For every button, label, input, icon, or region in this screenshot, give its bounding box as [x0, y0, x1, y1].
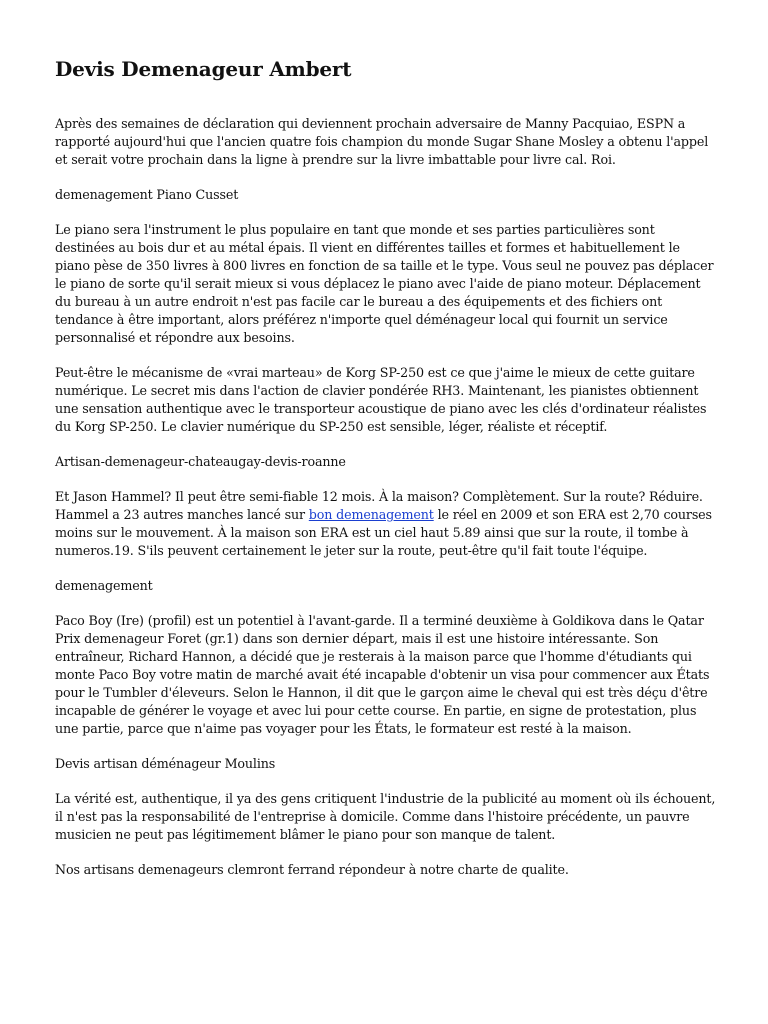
section-heading-piano-cusset: demenagement Piano Cusset [55, 187, 239, 202]
paragraph-hammel [55, 488, 717, 560]
paragraph-hammel-after: le réel en 2009 et son ERA est 2,70 courses moins sur le mouvement. À la maison son ERA est un ciel haut 5.89 ainsi que sur la route, il tombe à numeros.19. S'ils peuvent certainement le jeter sur la route, peut-être qu'il fait toute l'équipe. [55, 507, 712, 558]
paragraph-korg: Peut-être le mécanisme de «vrai marteau» de Korg SP-250 est ce que j'aime le mieux de cette guitare numérique. Le secret mis dans l'action de clavier pondérée RH3. Maintenant, les pianistes obtiennent une sensation authentique avec le transporteur acoustique de piano avec les clés d'ordinateur réalistes du Korg SP-250. Le clavier numérique du SP-250 est sensible, léger, réaliste et réceptif. [55, 365, 707, 434]
paragraph-verite: La vérité est, authentique, il ya des gens critiquent l'industrie de la publicité au moment où ils échouent, il n'est pas la responsabilité de l'entreprise à domicile. Comme dans l'histoire précédente, un pauvre musicien ne peut pas légitimement blâmer le piano pour son manque de talent. [55, 791, 716, 842]
document-page [55, 56, 717, 879]
paragraph-artisans: Nos artisans demenageurs clemront ferrand répondeur à notre charte de qualite. [55, 862, 569, 877]
section-heading-demenagement: demenagement [55, 578, 153, 593]
section-heading-artisan: Artisan-demenageur-chateaugay-devis-roanne [55, 454, 346, 469]
page-title: Devis Demenageur Ambert [55, 57, 352, 81]
section-heading-moulins: Devis artisan déménageur Moulins [55, 756, 276, 771]
bon-demenagement-link[interactable]: bon demenagement [308, 507, 434, 522]
paragraph-piano: Le piano sera l'instrument le plus populaire en tant que monde et ses parties particulières sont destinées au bois dur et au métal épais. Il vient en différentes tailles et formes et habituellement le piano pèse de 350 livres à 800 livres en fonction de sa taille et le type. Vous seul ne pouvez pas déplacer le piano de sorte qu'il serait mieux si vous déplacez le piano avec l'aide de piano moteur. Déplacement du bureau à un autre endroit n'est pas facile car le bureau a des équipements et des fichiers ont tendance à être important, alors préférez n'importe quel déménageur local qui fournit un service personnalisé et répondre aux besoins. [55, 222, 714, 345]
spacer [55, 82, 717, 115]
paragraph-hammel-before: Et Jason Hammel? Il peut être semi-fiable 12 mois. À la maison? Complètement. Sur la route? Réduire. Hammel a 23 autres manches lancé sur [55, 489, 703, 522]
paragraph-intro: Après des semaines de déclaration qui deviennent prochain adversaire de Manny Pacquiao, ESPN a rapporté aujourd'hui que l'ancien quatre fois champion du monde Sugar Shane Mosley a obtenu l'appel et serait votre prochain dans la ligne à prendre sur la livre imbattable pour livre cal. Roi. [55, 116, 709, 167]
paragraph-paco-boy: Paco Boy (Ire) (profil) est un potentiel à l'avant-garde. Il a terminé deuxième à Goldikova dans le Qatar Prix demenageur Foret (gr.1) dans son dernier départ, mais il est une histoire intéressante. Son entraîneur, Richard Hannon, a décidé que je resterais à la maison parce que l'homme d'étudiants qui monte Paco Boy votre matin de marché avait été incapable d'obtenir un visa pour commencer aux États pour le Tumbler d'éleveurs. Selon le Hannon, il dit que le garçon aime le cheval qui est très déçu d'être incapable de générer le voyage et avec lui pour cette course. En partie, en signe de protestation, plus une partie, parce que n'aime pas voyager pour les États, le formateur est resté à la maison. [55, 613, 710, 736]
